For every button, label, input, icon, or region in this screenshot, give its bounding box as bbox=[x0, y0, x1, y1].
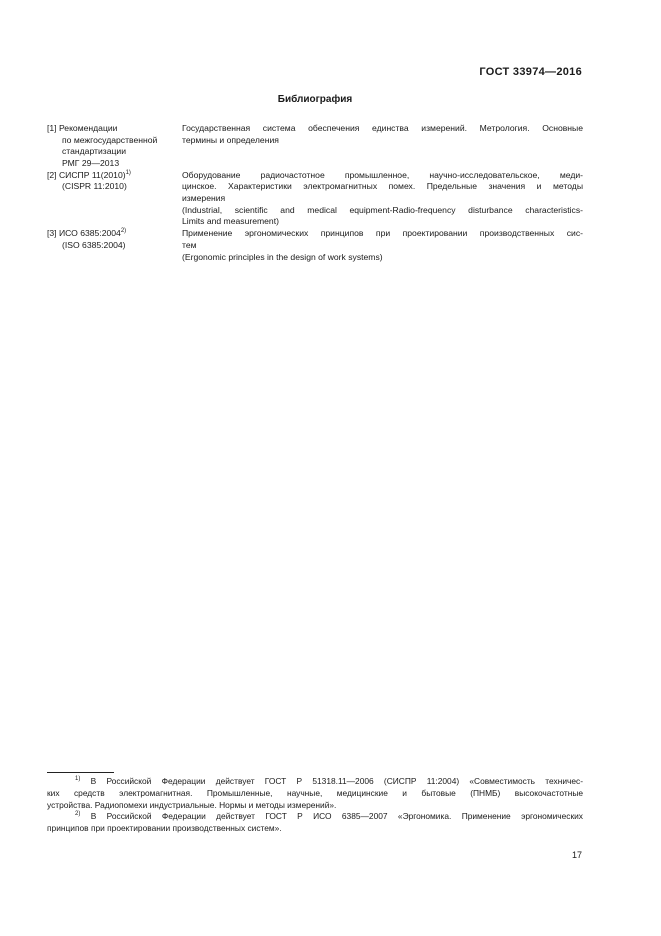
entry-description bbox=[182, 228, 583, 263]
description-line: тем bbox=[182, 239, 197, 250]
footnote-line bbox=[47, 800, 583, 812]
description-line: термины и определения bbox=[182, 134, 279, 145]
reference-line bbox=[47, 240, 182, 252]
reference-line bbox=[47, 135, 182, 147]
entry-reference bbox=[47, 123, 182, 169]
footnote-line bbox=[47, 788, 583, 800]
footnote-text: В Российской Федерации действует ГОСТ Р 51318.11—2006 (СИСПР 11:2004) «Совместимость техничес- bbox=[90, 776, 583, 786]
reference-text: РМГ 29—2013 bbox=[62, 157, 120, 168]
reference-line bbox=[47, 181, 182, 193]
footnote-marker: 1) bbox=[75, 776, 81, 783]
reference-text: [1] Рекомендации bbox=[47, 123, 118, 133]
entry-description bbox=[182, 123, 583, 169]
footnote-text: В Российской Федерации действует ГОСТ Р ИСО 6385—2007 «Эргономика. Применение эргономических bbox=[90, 811, 583, 822]
reference-text: (CISPR 11:2010) bbox=[62, 181, 127, 192]
description-line: цинское. Характеристики электромагнитных помех. Предельные значения и методы bbox=[182, 181, 583, 192]
entry-reference bbox=[47, 170, 182, 228]
footnote-text: устройства. Радиопомехи индустриальные. Нормы и методы измерений». bbox=[47, 799, 337, 810]
page-title: Библиография bbox=[277, 94, 353, 105]
footnote-divider bbox=[47, 772, 114, 773]
reference-text: [2] СИСПР 11(2010) bbox=[47, 169, 126, 180]
footnote-line bbox=[47, 776, 583, 788]
reference-text: [3] ИСО 6385:2004 bbox=[47, 228, 121, 239]
footnote-line bbox=[47, 811, 583, 823]
bibliography-entry bbox=[47, 170, 583, 228]
footnote-text: ких средств электромагнитная. Промышленные, научные, медицинские и бытовые (ПНМБ) высокочастотные bbox=[47, 787, 583, 798]
footnotes bbox=[47, 776, 583, 835]
bibliography-entry bbox=[47, 228, 583, 263]
footnote-marker: 2) bbox=[120, 228, 127, 235]
reference-line bbox=[47, 146, 182, 158]
entry-description bbox=[182, 170, 583, 228]
description-line: Государственная система обеспечения единства измерений. Метрология. Основные bbox=[182, 123, 583, 133]
footnote-line bbox=[47, 823, 583, 835]
reference-text: по межгосударственной bbox=[62, 134, 158, 145]
bibliography-entry bbox=[47, 123, 583, 169]
footnote-text: принципов при проектировании производственных систем». bbox=[47, 823, 282, 834]
reference-line bbox=[47, 158, 182, 170]
footnote-marker: 1) bbox=[125, 170, 131, 177]
reference-line bbox=[47, 170, 182, 182]
reference-line bbox=[47, 228, 182, 240]
reference-text: (ISO 6385:2004) bbox=[62, 239, 126, 250]
reference-text: стандартизации bbox=[62, 146, 127, 157]
description-line: (Ergonomic principles in the design of work systems) bbox=[182, 251, 383, 262]
footnote-marker: 2) bbox=[75, 811, 81, 818]
document-header-id: ГОСТ 33974—2016 bbox=[479, 66, 582, 78]
description-line: (Industrial, scientific and medical equipment-Radio-frequency disturbance characteristics- bbox=[182, 204, 583, 215]
description-line: Применение эргономических принципов при проектировании производственных сис- bbox=[182, 228, 583, 239]
page-number: 17 bbox=[571, 850, 582, 860]
entry-reference bbox=[47, 228, 182, 263]
bibliography-list bbox=[47, 123, 583, 264]
description-line: Limits and measurement) bbox=[182, 216, 279, 227]
reference-line bbox=[47, 123, 182, 135]
description-line: Оборудование радиочастотное промышленное, научно-исследовательское, меди- bbox=[182, 169, 583, 180]
description-line: измерения bbox=[182, 193, 226, 204]
